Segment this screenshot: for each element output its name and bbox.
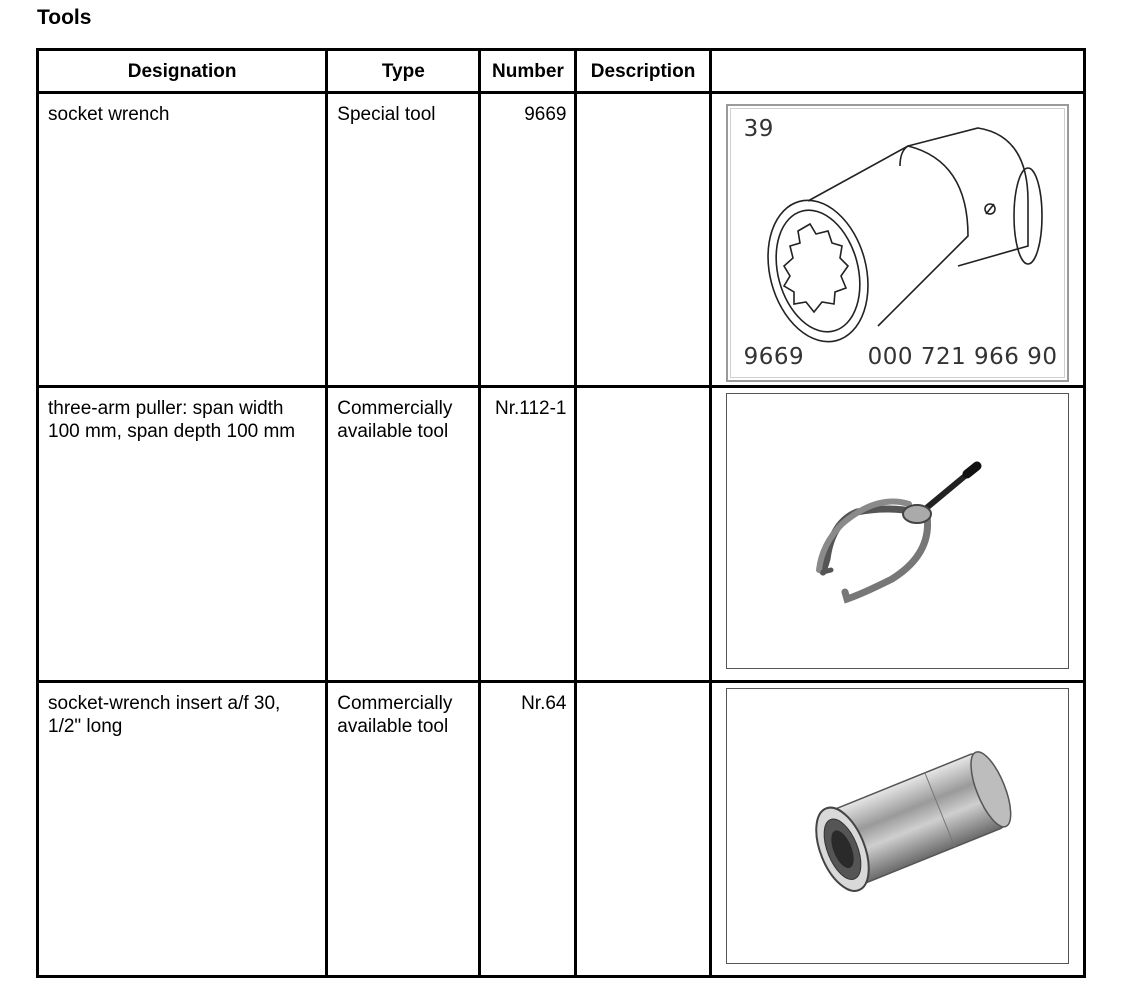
type-text: Commercially available tool <box>337 398 453 442</box>
page-title: Tools <box>37 6 92 29</box>
cell-type <box>327 682 480 977</box>
header-number: Number <box>480 50 576 93</box>
three-arm-puller-photo-icon <box>726 393 1069 669</box>
cell-designation <box>38 93 327 387</box>
designation-text: three-arm puller: span width 100 mm, span depth 100 mm <box>48 398 296 442</box>
table-row <box>38 387 1085 682</box>
cell-description <box>576 682 710 977</box>
tools-table <box>36 48 1086 978</box>
number-text: Nr.112-1 <box>495 398 567 419</box>
drawing-label-bottom-left: 9669 <box>743 344 805 370</box>
cell-number <box>480 387 576 682</box>
cell-image <box>710 93 1084 387</box>
cell-image <box>710 682 1084 977</box>
cell-number <box>480 93 576 387</box>
type-text: Commercially available tool <box>337 693 453 737</box>
cell-designation <box>38 387 327 682</box>
socket-insert-photo-icon <box>726 688 1069 964</box>
drawing-label-bottom-right: 000 721 966 90 <box>867 344 1058 370</box>
socket-wrench-drawing-icon <box>726 104 1069 382</box>
type-text: Special tool <box>337 104 436 125</box>
cell-image <box>710 387 1084 682</box>
cell-designation <box>38 682 327 977</box>
table-row <box>38 682 1085 977</box>
header-designation: Designation <box>38 50 327 93</box>
table-row <box>38 93 1085 387</box>
description-text <box>577 94 708 103</box>
cell-number <box>480 682 576 977</box>
header-type: Type <box>327 50 480 93</box>
description-text <box>577 388 708 397</box>
number-text: Nr.64 <box>521 693 567 714</box>
table-header-row <box>38 50 1085 93</box>
header-image <box>710 50 1084 93</box>
cell-type <box>327 93 480 387</box>
designation-text: socket wrench <box>48 104 170 125</box>
designation-text: socket-wrench insert a/f 30, 1/2" long <box>48 693 281 737</box>
header-description: Description <box>576 50 710 93</box>
cell-description <box>576 93 710 387</box>
cell-type <box>327 387 480 682</box>
description-text <box>577 683 708 692</box>
drawing-label-top: 39 <box>743 116 774 142</box>
number-text: 9669 <box>524 104 567 125</box>
cell-description <box>576 387 710 682</box>
